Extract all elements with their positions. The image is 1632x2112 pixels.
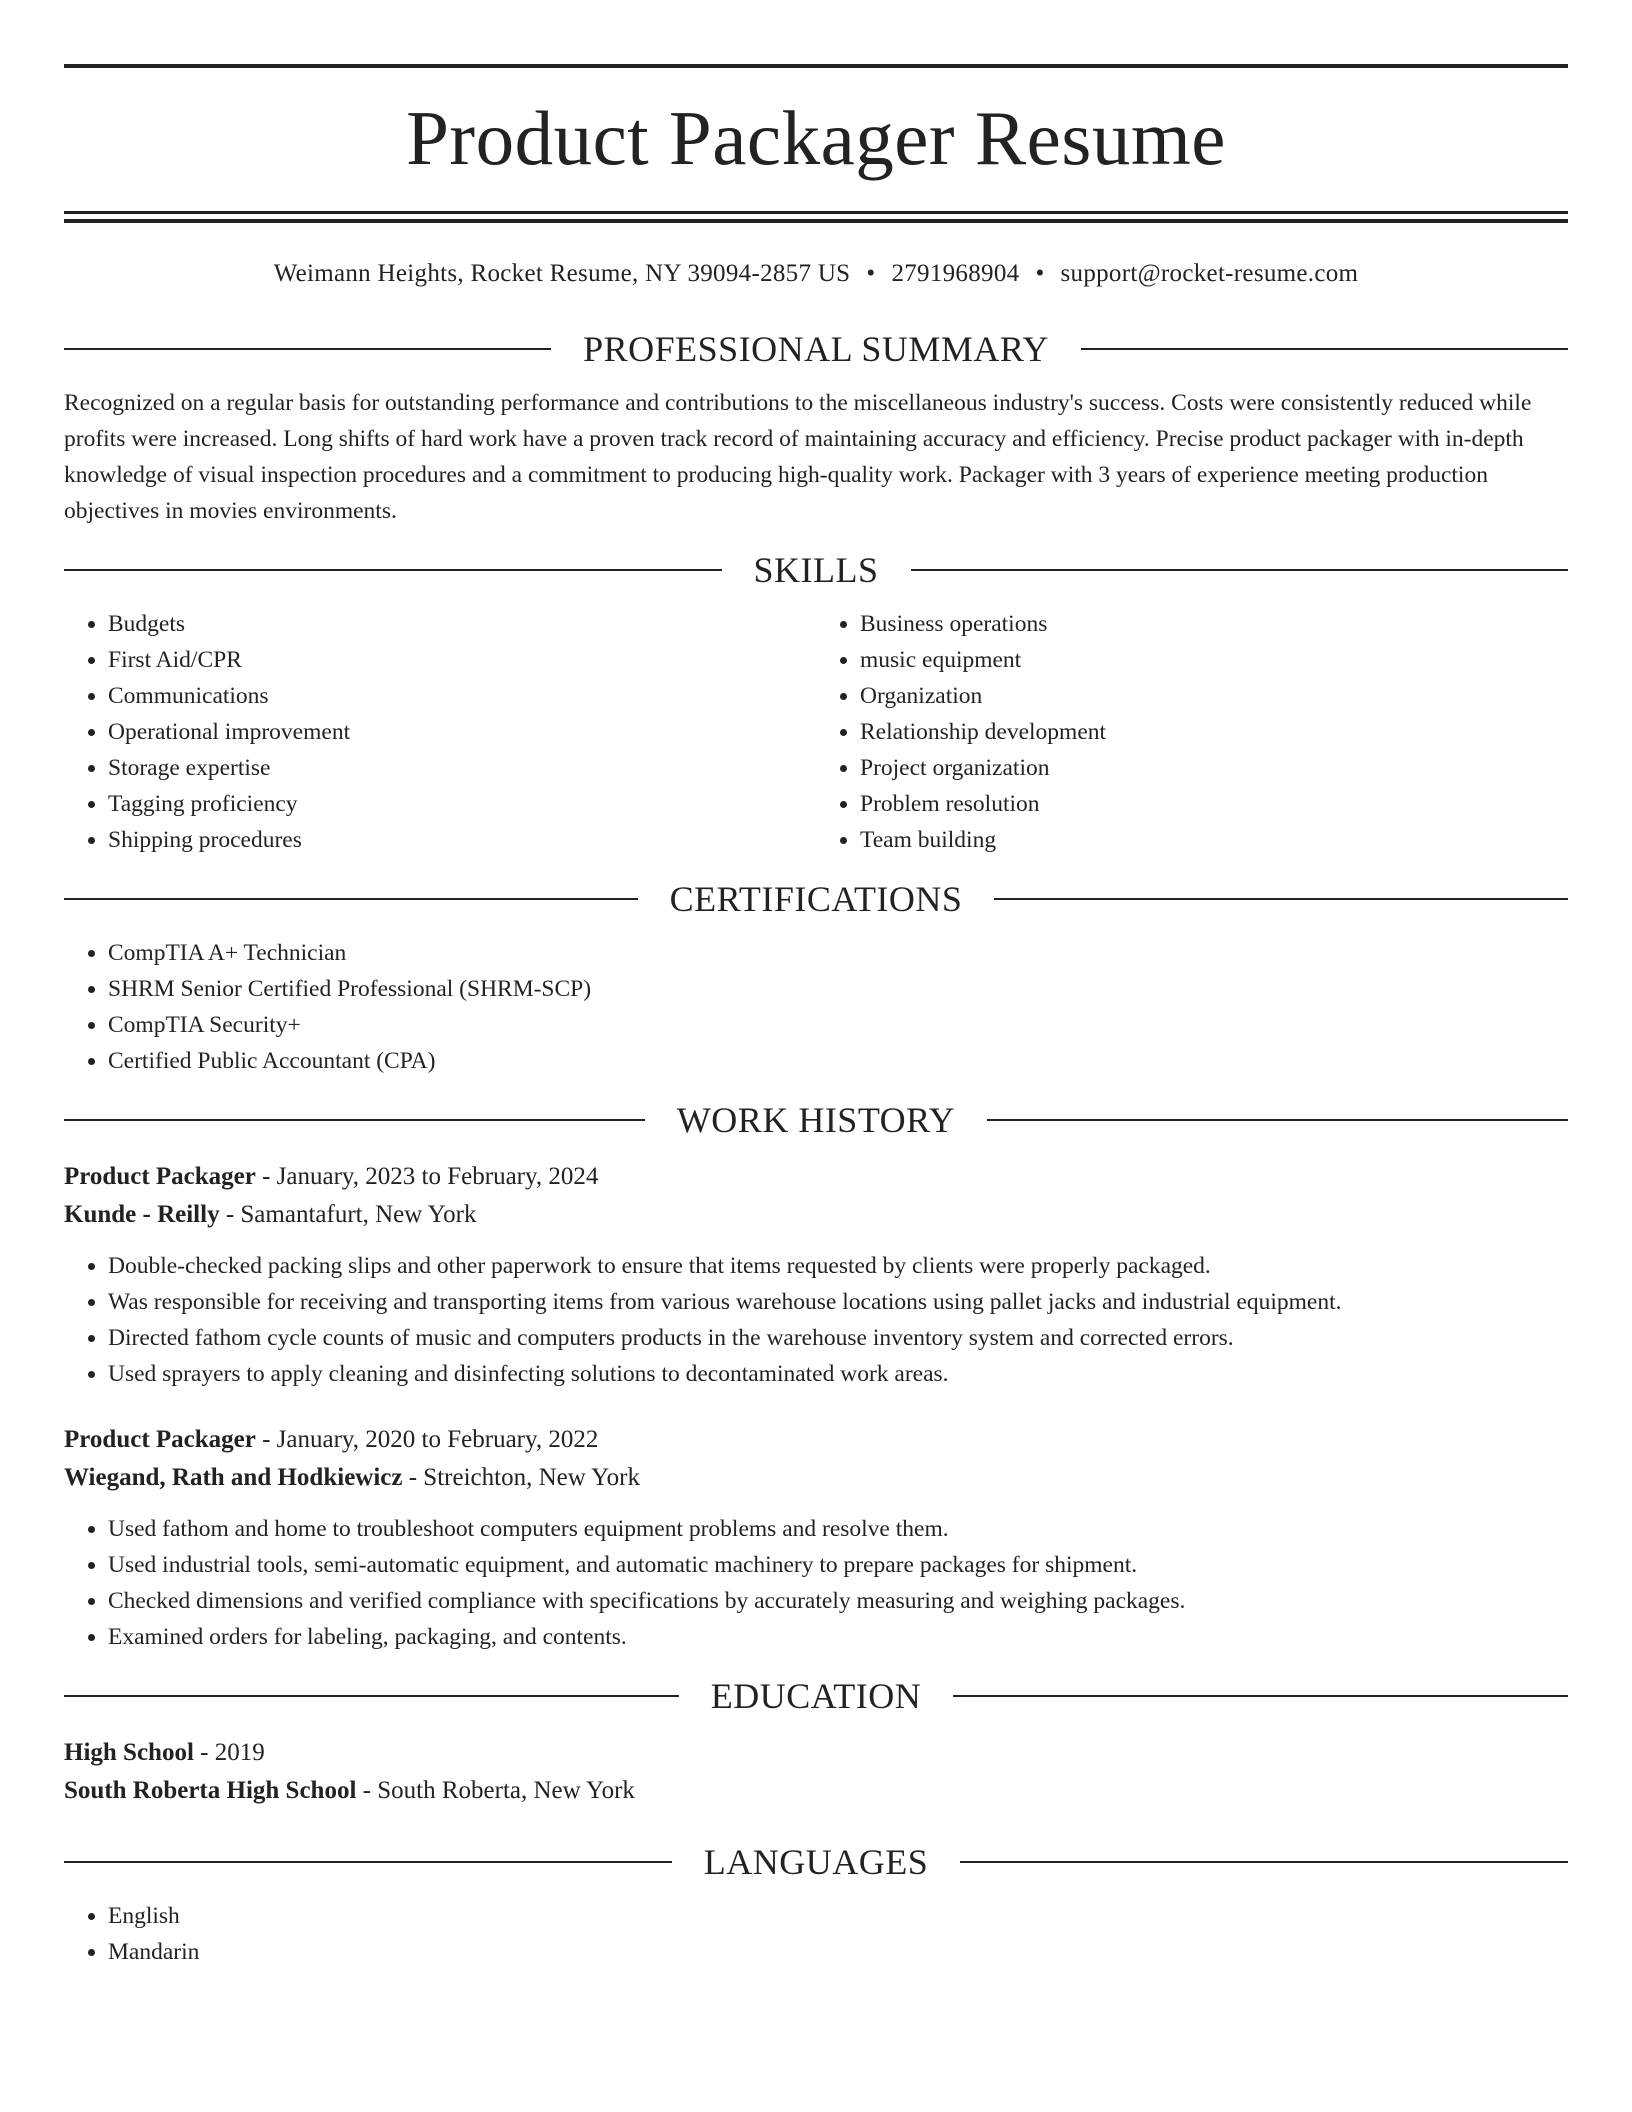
list-item: • Was responsible for receiving and transporting items from various warehouse locations using pallet jacks and industrial equipment. [108,1284,1568,1320]
summary-text: Recognized on a regular basis for outstanding performance and contributions to the miscellaneous industry's success. Costs were consistently reduced while profits were increased. Long shifts of hard work have a proven track record of maintaining accuracy and efficiency. Precise product packager with in-depth knowledge of visual inspection procedures and a commitment to producing high-quality work. Packager with 3 years of experience meeting production objectives in movies environments. [64,390,1532,524]
certifications-list [64,935,1568,1079]
list-item: • Team building [860,822,1568,858]
list-item: • SHRM Senior Certified Professional (SHRM-SCP) [108,971,1568,1007]
list-item: • Business operations [860,606,1568,642]
job-dates: - January, 2020 to February, 2022 [255,1426,599,1453]
section-title: PROFESSIONAL SUMMARY [583,329,1049,369]
list-item: • Communications [108,678,816,714]
job-title-line [64,1158,1568,1196]
section-title: CERTIFICATIONS [669,879,963,919]
job-company-line [64,1196,1568,1234]
heading-rule [64,348,551,350]
education-degree-line [64,1734,1568,1772]
contact-phone: 2791968904 [891,260,1020,287]
list-item: • Double-checked packing slips and other paperwork to ensure that items requested by clients were properly packaged. [108,1248,1568,1284]
education-school: South Roberta High School [64,1777,357,1804]
contact-line [64,261,1568,286]
heading-rule [64,1861,672,1863]
job-entry [64,1158,1568,1392]
job-bullets [64,1511,1568,1655]
page-title: Product Packager Resume [406,95,1226,181]
list-item: • CompTIA Security+ [108,1007,1568,1043]
job-title-line [64,1421,1568,1459]
job-location: - Samantafurt, New York [219,1201,477,1228]
section-title: LANGUAGES [703,1842,929,1882]
job-dates: - January, 2023 to February, 2024 [255,1163,599,1190]
job-entry [64,1421,1568,1655]
section-heading-skills [64,552,1568,588]
section-heading-work-history [64,1102,1568,1138]
list-item: • Relationship development [860,714,1568,750]
heading-rule [994,898,1568,900]
skills-list-left [64,606,816,858]
top-rule [64,64,1568,68]
section-heading-education [64,1678,1568,1714]
skills-grid [64,606,1568,858]
job-bullets [64,1248,1568,1392]
list-item: • Project organization [860,750,1568,786]
list-item: • First Aid/CPR [108,642,816,678]
heading-rule [911,569,1569,571]
heading-rule [960,1861,1568,1863]
contact-separator: • [866,260,876,287]
list-item: • Budgets [108,606,816,642]
list-item: • Organization [860,678,1568,714]
list-item: • Shipping procedures [108,822,816,858]
section-heading-summary [64,331,1568,367]
education-degree: High School [64,1739,194,1766]
contact-separator: • [1035,260,1045,287]
job-company-line [64,1459,1568,1497]
list-item: • Certified Public Accountant (CPA) [108,1043,1568,1079]
education-location: - South Roberta, New York [356,1777,635,1804]
list-item: • CompTIA A+ Technician [108,935,1568,971]
skills-list-right [816,606,1568,858]
heading-rule [1081,348,1568,350]
education-school-line [64,1772,1568,1810]
list-item: • Used fathom and home to troubleshoot computers equipment problems and resolve them. [108,1511,1568,1547]
contact-email: support@rocket-resume.com [1060,260,1359,287]
heading-rule [953,1695,1568,1697]
list-item: • Checked dimensions and verified compliance with specifications by accurately measuring and weighing packages. [108,1583,1568,1619]
job-title: Product Packager [64,1163,256,1190]
section-heading-certifications [64,881,1568,917]
heading-rule [64,898,638,900]
heading-rule [64,1119,645,1121]
section-title: WORK HISTORY [676,1100,956,1140]
list-item: • Storage expertise [108,750,816,786]
list-item: • music equipment [860,642,1568,678]
list-item: • English [108,1898,1568,1934]
education-year: - 2019 [193,1739,265,1766]
contact-address: Weimann Heights, Rocket Resume, NY 39094-2857 US [273,260,851,287]
list-item: • Directed fathom cycle counts of music and computers products in the warehouse inventory system and corrected errors. [108,1320,1568,1356]
list-item: • Tagging proficiency [108,786,816,822]
section-title: SKILLS [753,550,879,590]
heading-rule [64,1695,679,1697]
list-item: • Problem resolution [860,786,1568,822]
heading-rule [64,569,722,571]
section-title: EDUCATION [710,1676,922,1716]
job-company: Kunde - Reilly [64,1201,220,1228]
section-heading-languages [64,1844,1568,1880]
list-item: • Mandarin [108,1934,1568,1970]
education-entry [64,1734,1568,1810]
job-company: Wiegand, Rath and Hodkiewicz [64,1464,403,1491]
heading-rule [987,1119,1568,1121]
languages-list [64,1898,1568,1970]
list-item: • Used industrial tools, semi-automatic equipment, and automatic machinery to prepare packages for shipment. [108,1547,1568,1583]
list-item: • Examined orders for labeling, packaging, and contents. [108,1619,1568,1655]
list-item: • Used sprayers to apply cleaning and disinfecting solutions to decontaminated work areas. [108,1356,1568,1392]
title-double-rule [64,211,1568,223]
job-title: Product Packager [64,1426,256,1453]
list-item: • Operational improvement [108,714,816,750]
job-location: - Streichton, New York [402,1464,640,1491]
